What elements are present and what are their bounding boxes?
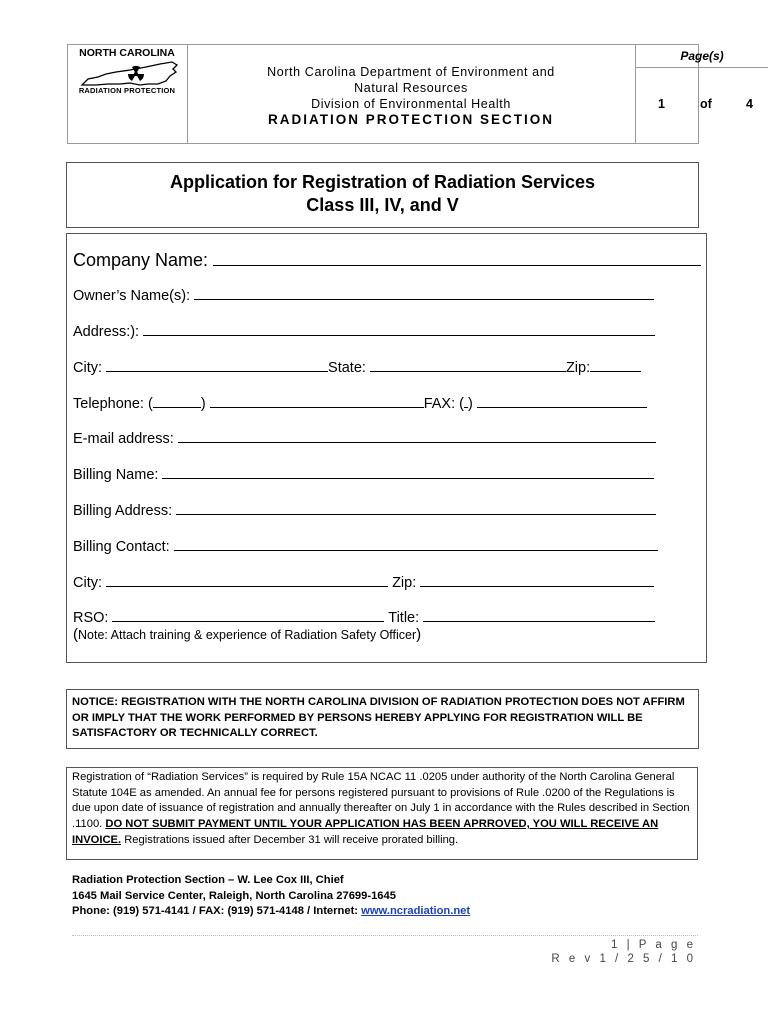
fax-label: FAX: ( (423, 396, 464, 412)
owners-row (73, 286, 654, 304)
zip-label: Zip: (565, 360, 591, 376)
company-name-field[interactable] (213, 248, 701, 266)
registration-form (66, 233, 707, 663)
address-label: Address:): (73, 324, 140, 340)
city2-field[interactable] (106, 573, 388, 587)
title-label: Title: (388, 610, 420, 626)
pages-label: Page(s) (636, 45, 768, 68)
billing-contact-row (73, 537, 658, 555)
city-state-zip-row (73, 358, 641, 376)
owners-label: Owner’s Name(s): (73, 288, 191, 304)
email-label: E-mail address: (73, 431, 174, 447)
division-line: Division of Environmental Health (311, 97, 511, 111)
billing-address-label: Billing Address: (73, 503, 173, 519)
pages-cell (636, 45, 753, 143)
city-zip-row (73, 573, 654, 591)
logo-state-text: NORTH CAROLINA (79, 47, 175, 59)
email-field[interactable] (178, 429, 656, 443)
email-row (73, 429, 656, 447)
info-text: Registration of “Radiation Services” is required by Rule 15A NCAC 11 .0205 under authority of the North Carolina General Statute 104E as amended. An annual fee for persons registered pursuant to provisions of Rule .0200 of the Regulations is due upon date of issuance of registration and annually thereafter on July 1 in accordance with the Rules described in Section .1100. (72, 771, 690, 831)
contact-section-chief: Radiation Protection Section – W. Lee Cox III, Chief (72, 874, 344, 886)
zip2-label: Zip: (392, 575, 417, 591)
section-title: RADIATION PROTECTION SECTION (267, 112, 554, 127)
owners-field[interactable] (194, 286, 654, 300)
zip2-field[interactable] (420, 573, 654, 587)
company-name-label: Company Name: (73, 250, 209, 270)
department-cell (188, 45, 636, 143)
billing-contact-label: Billing Contact: (73, 539, 170, 555)
department-line-1: North Carolina Department of Environment and (267, 65, 555, 79)
form-title: Application for Registration of Radiation Services (169, 172, 596, 192)
company-name-row (73, 248, 701, 271)
rso-note-text: Note: Attach training & experience of Radiation Safety Officer (78, 628, 417, 642)
title-box (66, 162, 699, 228)
contact-phone-text: Phone: (919) 571-4141 / FAX: (919) 571-4148 / Internet: (72, 905, 359, 917)
city-label: City: (73, 360, 102, 376)
page-of: of (700, 97, 712, 111)
state-field[interactable] (370, 358, 566, 372)
rso-note: (Note: Attach training & experience of Radiation Safety Officer) (73, 626, 422, 643)
billing-address-row (73, 501, 656, 519)
city2-label: City: (73, 575, 102, 591)
telephone-paren: ) (200, 396, 206, 412)
zip-field[interactable] (590, 358, 641, 372)
page-footer (551, 938, 696, 966)
nc-state-radiation-logo-icon (80, 57, 180, 89)
rso-label: RSO: (73, 610, 109, 626)
page-current: 1 (658, 97, 665, 111)
billing-contact-field[interactable] (174, 537, 658, 551)
notice-box: NOTICE: REGISTRATION WITH THE NORTH CAROLINA DIVISION OF RADIATION PROTECTION DOES NOT AFFIRM OR IMPLY THAT THE WORK PERFORMED BY PERSONS HEREBY APPLYING FOR REGISTRATION WILL BE SATISFACTORY OR TECHNICALLY CORRECT. (66, 689, 699, 749)
footer-divider (72, 935, 698, 936)
rso-row (73, 608, 655, 626)
address-row (73, 322, 655, 340)
title-field[interactable] (423, 608, 655, 622)
logo-division-text: RADIATION PROTECTION (78, 86, 176, 95)
telephone-area-code-field[interactable] (153, 394, 201, 408)
telephone-field[interactable] (210, 394, 424, 408)
footer-revision: R e v 1 / 2 5 / 1 0 (551, 953, 696, 965)
city-field[interactable] (106, 358, 328, 372)
billing-name-row (73, 465, 654, 483)
logo-cell (68, 45, 188, 143)
billing-address-field[interactable] (176, 501, 656, 515)
billing-name-field[interactable] (162, 465, 654, 479)
address-field[interactable] (143, 322, 655, 336)
fax-paren: ) (467, 396, 473, 412)
billing-name-label: Billing Name: (73, 467, 159, 483)
footer-page-number: 1 | P a g e (610, 939, 696, 951)
info-tail: Registrations issued after December 31 will receive prorated billing. (124, 833, 459, 846)
info-box (66, 767, 698, 860)
contact-block (72, 873, 470, 920)
telephone-label: Telephone: ( (73, 396, 153, 412)
fax-field[interactable] (477, 394, 647, 408)
form-subtitle: Class III, IV, and V (306, 195, 459, 215)
contact-phone-fax (72, 904, 470, 920)
document-header (67, 44, 753, 144)
website-link[interactable]: www.ncradiation.net (361, 905, 471, 917)
state-label: State: (328, 360, 366, 376)
contact-address: 1645 Mail Service Center, Raleigh, North Carolina 27699-1645 (72, 889, 396, 902)
department-line-2: Natural Resources (354, 81, 468, 95)
rso-field[interactable] (112, 608, 384, 622)
page-total: 4 (746, 97, 753, 111)
telephone-fax-row (73, 394, 647, 412)
info-emphasis: DO NOT SUBMIT PAYMENT UNTIL YOUR APPLICATION HAS BEEN APRROVED, YOU WILL RECEIVE AN INVOICE. (72, 818, 659, 846)
